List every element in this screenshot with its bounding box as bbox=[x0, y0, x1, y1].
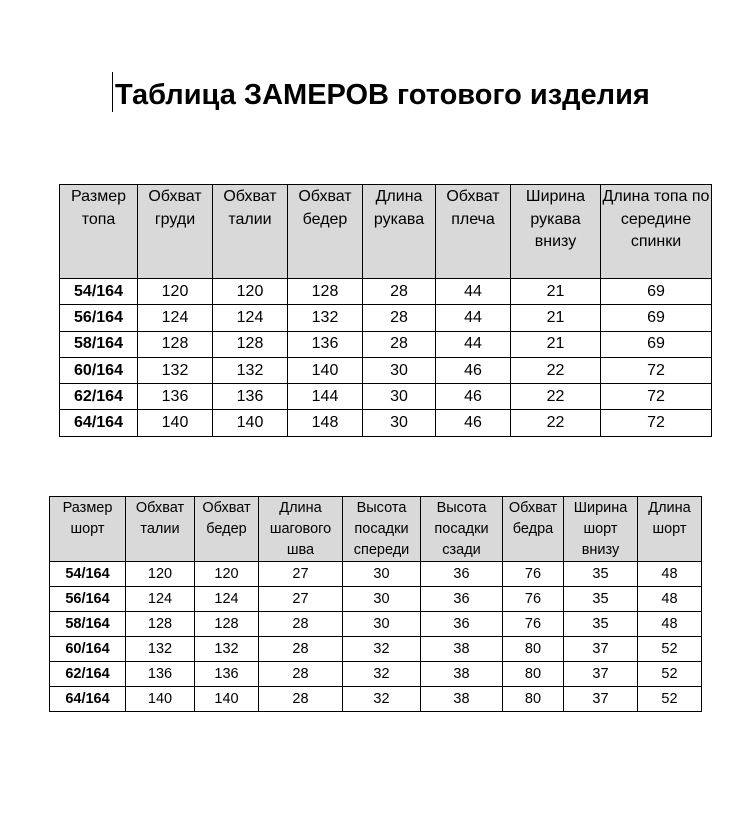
measurement-cell: 72 bbox=[601, 384, 712, 410]
size-cell: 58/164 bbox=[60, 331, 138, 357]
table-row bbox=[50, 587, 702, 612]
measurement-cell: 52 bbox=[638, 637, 702, 662]
top-measurements-table bbox=[59, 184, 712, 437]
measurement-cell: 136 bbox=[288, 331, 363, 357]
column-header: Обхват бедер bbox=[195, 497, 259, 562]
size-cell: 62/164 bbox=[50, 662, 126, 687]
shorts-table-header bbox=[50, 497, 702, 562]
header-row bbox=[50, 497, 702, 562]
measurement-cell: 38 bbox=[421, 662, 503, 687]
column-header: Обхват бедер bbox=[288, 185, 363, 279]
measurement-cell: 21 bbox=[511, 305, 601, 331]
size-cell: 64/164 bbox=[60, 410, 138, 436]
measurement-cell: 32 bbox=[343, 687, 421, 712]
measurement-cell: 120 bbox=[126, 562, 195, 587]
table-row bbox=[50, 662, 702, 687]
size-cell: 60/164 bbox=[50, 637, 126, 662]
table-row bbox=[50, 612, 702, 637]
measurement-cell: 38 bbox=[421, 637, 503, 662]
measurement-cell: 136 bbox=[195, 662, 259, 687]
measurement-cell: 144 bbox=[288, 384, 363, 410]
measurement-cell: 30 bbox=[363, 410, 436, 436]
measurement-cell: 35 bbox=[564, 562, 638, 587]
measurement-cell: 128 bbox=[288, 279, 363, 305]
column-header: Обхват груди bbox=[138, 185, 213, 279]
measurement-cell: 37 bbox=[564, 662, 638, 687]
measurement-cell: 140 bbox=[213, 410, 288, 436]
measurement-cell: 46 bbox=[436, 384, 511, 410]
measurement-cell: 22 bbox=[511, 410, 601, 436]
measurement-cell: 132 bbox=[213, 357, 288, 383]
measurement-cell: 28 bbox=[363, 331, 436, 357]
column-header: Длина шорт bbox=[638, 497, 702, 562]
measurement-cell: 44 bbox=[436, 331, 511, 357]
top-table-header bbox=[60, 185, 712, 279]
measurement-cell: 27 bbox=[259, 562, 343, 587]
measurement-cell: 32 bbox=[343, 637, 421, 662]
measurement-cell: 128 bbox=[213, 331, 288, 357]
measurement-cell: 21 bbox=[511, 279, 601, 305]
measurement-cell: 76 bbox=[503, 587, 564, 612]
measurement-cell: 37 bbox=[564, 687, 638, 712]
column-header: Ширина рукава внизу bbox=[511, 185, 601, 279]
measurement-cell: 46 bbox=[436, 410, 511, 436]
measurement-cell: 36 bbox=[421, 562, 503, 587]
measurement-cell: 48 bbox=[638, 587, 702, 612]
measurement-cell: 136 bbox=[213, 384, 288, 410]
measurement-cell: 124 bbox=[126, 587, 195, 612]
table-row bbox=[50, 687, 702, 712]
measurement-cell: 120 bbox=[195, 562, 259, 587]
measurement-cell: 38 bbox=[421, 687, 503, 712]
measurement-cell: 69 bbox=[601, 305, 712, 331]
table-row bbox=[60, 357, 712, 383]
measurement-cell: 52 bbox=[638, 687, 702, 712]
column-header: Длина шагового шва bbox=[259, 497, 343, 562]
table-row bbox=[60, 331, 712, 357]
column-header: Размер топа bbox=[60, 185, 138, 279]
measurement-cell: 30 bbox=[363, 357, 436, 383]
measurement-cell: 132 bbox=[195, 637, 259, 662]
shorts-measurements-table bbox=[49, 496, 702, 712]
measurement-cell: 30 bbox=[343, 612, 421, 637]
measurement-cell: 120 bbox=[138, 279, 213, 305]
measurement-cell: 69 bbox=[601, 279, 712, 305]
measurement-cell: 48 bbox=[638, 612, 702, 637]
measurement-cell: 128 bbox=[126, 612, 195, 637]
measurement-cell: 30 bbox=[343, 562, 421, 587]
size-cell: 62/164 bbox=[60, 384, 138, 410]
measurement-cell: 124 bbox=[195, 587, 259, 612]
measurement-cell: 80 bbox=[503, 687, 564, 712]
measurement-cell: 35 bbox=[564, 612, 638, 637]
column-header: Обхват плеча bbox=[436, 185, 511, 279]
measurement-cell: 22 bbox=[511, 384, 601, 410]
measurement-cell: 52 bbox=[638, 662, 702, 687]
size-cell: 60/164 bbox=[60, 357, 138, 383]
page-title: Таблица ЗАМЕРОВ готового изделия bbox=[115, 79, 650, 111]
column-header: Обхват талии bbox=[126, 497, 195, 562]
measurement-cell: 22 bbox=[511, 357, 601, 383]
measurement-cell: 136 bbox=[138, 384, 213, 410]
measurement-cell: 72 bbox=[601, 357, 712, 383]
table-row bbox=[60, 305, 712, 331]
measurement-cell: 124 bbox=[213, 305, 288, 331]
measurement-cell: 30 bbox=[343, 587, 421, 612]
measurement-cell: 140 bbox=[138, 410, 213, 436]
measurement-cell: 80 bbox=[503, 637, 564, 662]
measurement-cell: 128 bbox=[195, 612, 259, 637]
table-row bbox=[60, 384, 712, 410]
column-header: Обхват талии bbox=[213, 185, 288, 279]
measurement-cell: 48 bbox=[638, 562, 702, 587]
measurement-cell: 128 bbox=[138, 331, 213, 357]
measurement-cell: 120 bbox=[213, 279, 288, 305]
measurement-cell: 35 bbox=[564, 587, 638, 612]
measurement-cell: 72 bbox=[601, 410, 712, 436]
table-row bbox=[50, 562, 702, 587]
column-header: Высота посадки сзади bbox=[421, 497, 503, 562]
column-header: Высота посадки спереди bbox=[343, 497, 421, 562]
column-header: Ширина шорт внизу bbox=[564, 497, 638, 562]
measurement-cell: 76 bbox=[503, 562, 564, 587]
measurement-cell: 28 bbox=[259, 612, 343, 637]
size-cell: 54/164 bbox=[60, 279, 138, 305]
measurement-cell: 80 bbox=[503, 662, 564, 687]
measurement-cell: 132 bbox=[138, 357, 213, 383]
measurement-cell: 148 bbox=[288, 410, 363, 436]
table-row bbox=[60, 410, 712, 436]
size-cell: 58/164 bbox=[50, 612, 126, 637]
measurement-cell: 28 bbox=[363, 305, 436, 331]
column-header: Длина топа по середине спинки bbox=[601, 185, 712, 279]
measurement-cell: 28 bbox=[259, 687, 343, 712]
measurement-cell: 140 bbox=[288, 357, 363, 383]
size-cell: 56/164 bbox=[60, 305, 138, 331]
measurement-cell: 30 bbox=[363, 384, 436, 410]
measurement-cell: 36 bbox=[421, 587, 503, 612]
top-table-body bbox=[60, 279, 712, 437]
measurement-cell: 136 bbox=[126, 662, 195, 687]
measurement-cell: 76 bbox=[503, 612, 564, 637]
measurement-cell: 28 bbox=[259, 637, 343, 662]
measurement-cell: 28 bbox=[363, 279, 436, 305]
measurement-cell: 37 bbox=[564, 637, 638, 662]
measurement-cell: 132 bbox=[288, 305, 363, 331]
measurement-cell: 140 bbox=[126, 687, 195, 712]
measurement-cell: 44 bbox=[436, 305, 511, 331]
measurement-cell: 21 bbox=[511, 331, 601, 357]
measurement-cell: 27 bbox=[259, 587, 343, 612]
measurement-cell: 124 bbox=[138, 305, 213, 331]
measurement-cell: 140 bbox=[195, 687, 259, 712]
shorts-table-body bbox=[50, 562, 702, 712]
size-cell: 56/164 bbox=[50, 587, 126, 612]
measurement-cell: 69 bbox=[601, 331, 712, 357]
size-cell: 64/164 bbox=[50, 687, 126, 712]
measurement-cell: 28 bbox=[259, 662, 343, 687]
header-row bbox=[60, 185, 712, 279]
size-cell: 54/164 bbox=[50, 562, 126, 587]
column-header: Размер шорт bbox=[50, 497, 126, 562]
text-cursor bbox=[112, 72, 113, 112]
measurement-cell: 46 bbox=[436, 357, 511, 383]
measurement-cell: 32 bbox=[343, 662, 421, 687]
measurement-cell: 44 bbox=[436, 279, 511, 305]
measurement-cell: 36 bbox=[421, 612, 503, 637]
table-row bbox=[60, 279, 712, 305]
table-row bbox=[50, 637, 702, 662]
column-header: Длина рукава bbox=[363, 185, 436, 279]
column-header: Обхват бедра bbox=[503, 497, 564, 562]
measurement-cell: 132 bbox=[126, 637, 195, 662]
